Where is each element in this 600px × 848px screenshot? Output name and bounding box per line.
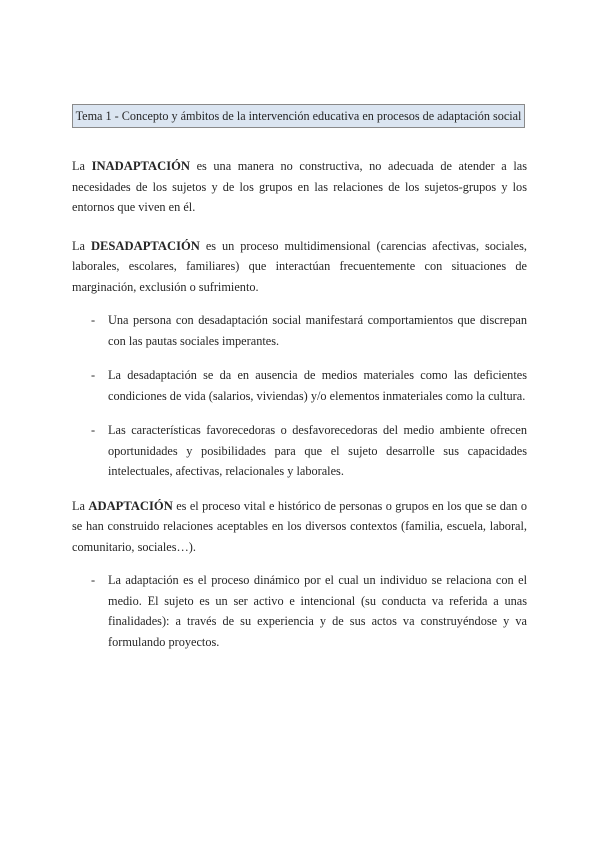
bullet-dash: - <box>91 313 96 327</box>
paragraph-inadaptacion <box>72 156 527 218</box>
list-item <box>72 570 527 652</box>
paragraph-lead: La <box>72 498 89 513</box>
paragraph-lead: La <box>72 238 91 253</box>
paragraph-lead: La <box>72 159 92 173</box>
document-body <box>72 156 527 652</box>
term-adaptacion: ADAPTACIÓN <box>88 498 173 513</box>
bullet-dash: - <box>91 573 96 587</box>
list-item <box>72 365 527 406</box>
list-item <box>72 310 527 351</box>
paragraph-adaptacion <box>72 496 527 558</box>
list-item-text: La desadaptación se da en ausencia de medios materiales como las deficientes condiciones de vida (salarios, viviendas) y/o elementos inmateriales como la cultura. <box>108 368 527 403</box>
paragraph-text: es una manera no constructiva, no adecuada de atender a las necesidades de los sujetos y de los grupos en las relaciones de los sujetos-grupos y los entornos que viven en él. <box>72 159 528 214</box>
adaptacion-list <box>72 570 527 652</box>
list-item-text: Una persona con desadaptación social manifestará comportamientos que discrepan con las pautas sociales imperantes. <box>108 313 527 348</box>
bullet-dash: - <box>91 423 96 437</box>
list-item-text: La adaptación es el proceso dinámico por el cual un individuo se relaciona con el medio. El sujeto es un ser activo e intencional (su conducta va referida a unas finalidades): a través de su experiencia y de sus actos va construyéndose y va formulando proyectos. <box>108 573 527 649</box>
paragraph-text: es un proceso multidimensional (carencias afectivas, sociales, laborales, escolares, familiares) que interactúan frecuentemente con situaciones de marginación, exclusión o sufrimiento. <box>72 238 527 294</box>
paragraph-text: es el proceso vital e histórico de personas o grupos en los que se dan o se han construido relaciones aceptables en los diversos contextos (familia, escuela, laboral, comunitario, sociales…). <box>72 498 527 554</box>
list-item-text: Las características favorecedoras o desfavorecedoras del medio ambiente ofrecen oportunidades y posibilidades para que el sujeto desarrolle sus capacidades intelectuales, afectivas, relacionales y laborales. <box>108 423 527 478</box>
term-desadaptacion: DESADAPTACIÓN <box>90 238 200 253</box>
section-title: Tema 1 - Concepto y ámbitos de la intervención educativa en procesos de adaptación social <box>72 104 525 128</box>
list-item <box>72 420 527 482</box>
term-inadaptacion: INADAPTACIÓN <box>91 159 190 173</box>
paragraph-desadaptacion <box>72 236 527 298</box>
desadaptacion-list <box>72 310 527 482</box>
bullet-dash: - <box>91 368 96 382</box>
